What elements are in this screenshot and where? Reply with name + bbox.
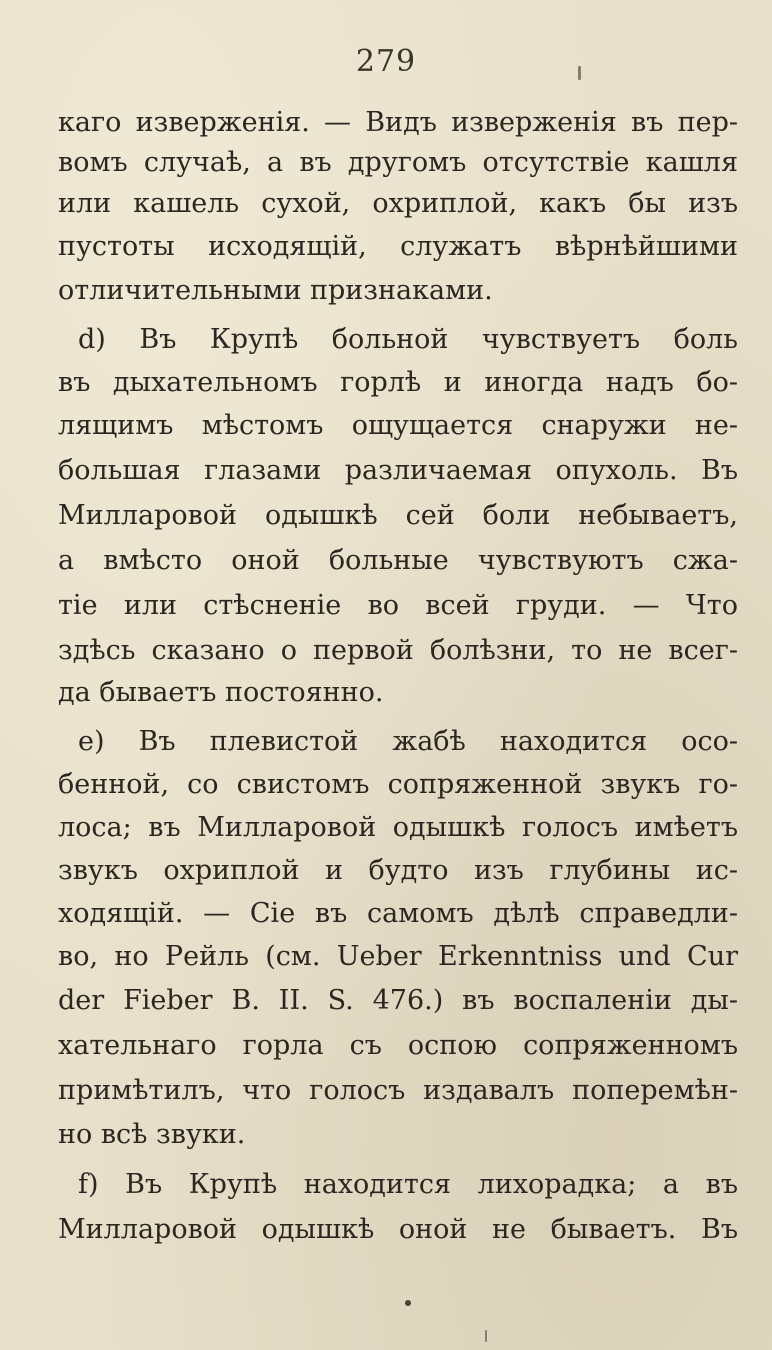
text-line-8: лящимъ мѣстомъ ощущается снаружи не- bbox=[58, 410, 738, 441]
text-line-7: въ дыхательномъ горлѣ и иногда надъ бо- bbox=[58, 367, 738, 398]
text-line-6: d) Въ Крупѣ больной чувствуетъ боль bbox=[78, 324, 738, 355]
text-line-9: большая глазами различаемая опухоль. Въ bbox=[58, 455, 738, 486]
text-line-21: der Fieber B. II. S. 476.) въ воспаленіи ды- bbox=[58, 985, 738, 1016]
text-line-14: да бываетъ постоянно. bbox=[58, 677, 384, 708]
text-line-23: примѣтилъ, что голосъ издавалъ поперемѣн- bbox=[58, 1075, 738, 1106]
text-line-5: отличительными признаками. bbox=[58, 275, 493, 306]
text-line-17: лоса; въ Милларовой одышкѣ голосъ имѣетъ bbox=[58, 812, 738, 843]
text-line-24: но всѣ звуки. bbox=[58, 1119, 246, 1150]
text-line-16: бенной, со свистомъ сопряженной звукъ го- bbox=[58, 769, 738, 800]
text-line-1: каго изверженія. — Видъ изверженія въ пер- bbox=[58, 107, 738, 138]
ink-mark bbox=[485, 1330, 487, 1342]
text-line-2: вомъ случаѣ, а въ другомъ отсутствіе кашля bbox=[58, 147, 738, 178]
text-line-25: f) Въ Крупѣ находится лихорадка; а въ bbox=[78, 1169, 738, 1200]
ink-speck bbox=[405, 1300, 411, 1306]
text-line-26: Милларовой одышкѣ оной не бываетъ. Въ bbox=[58, 1214, 738, 1245]
text-line-3: или кашель сухой, охриплой, какъ бы изъ bbox=[58, 188, 738, 219]
text-line-12: тіе или стѣсненіе во всей груди. — Что bbox=[58, 590, 738, 621]
page-number: 279 bbox=[355, 44, 417, 79]
text-line-4: пустоты исходящій, служатъ вѣрнѣйшими bbox=[58, 231, 738, 262]
text-line-18: звукъ охриплой и будто изъ глубины ис- bbox=[58, 855, 738, 886]
text-line-10: Милларовой одышкѣ сей боли небываетъ, bbox=[58, 500, 738, 531]
text-line-13: здѣсь сказано о первой болѣзни, то не всег- bbox=[58, 635, 738, 666]
text-line-19: ходящій. — Сіе въ самомъ дѣлѣ справедли- bbox=[58, 898, 738, 929]
text-line-15: е) Въ плевистой жабѣ находится осо- bbox=[78, 726, 738, 757]
text-line-11: а вмѣсто оной больные чувствуютъ сжа- bbox=[58, 545, 738, 576]
text-line-22: хательнаго горла съ оспою сопряженномъ bbox=[58, 1030, 738, 1061]
text-line-20: во, но Рейль (см. Ueber Erkenntniss und Cur bbox=[58, 941, 738, 972]
ink-mark-top bbox=[578, 66, 581, 80]
